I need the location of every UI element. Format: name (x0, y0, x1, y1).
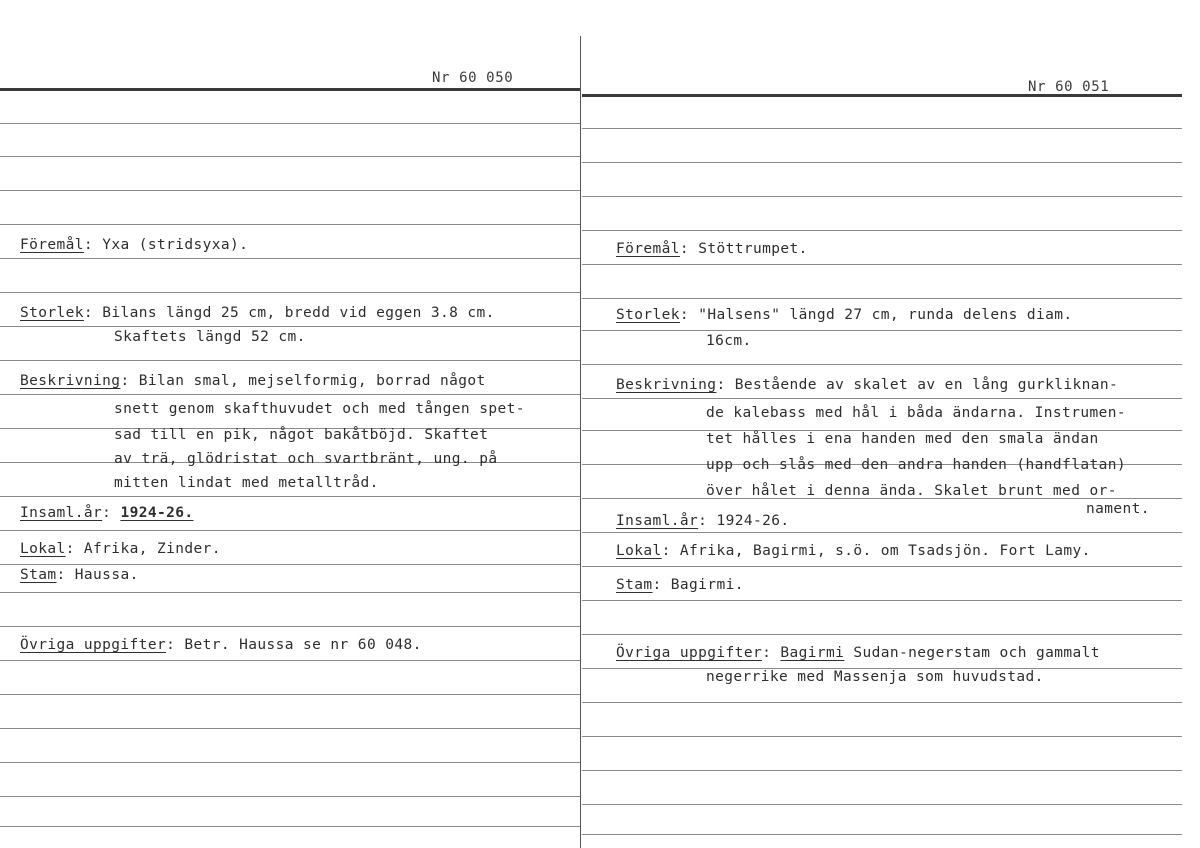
value-storlek-line: 16cm. (706, 333, 752, 349)
ruled-line (582, 600, 1182, 601)
value-beskrivning-line: över hålet i denna ända. Skalet brunt med or- (706, 483, 1117, 499)
value-beskrivning-line: av trä, glödristat och svartbränt, ung. på (114, 451, 498, 467)
ruled-line (0, 123, 580, 124)
value-beskrivning-line: de kalebass med hål i båda ändarna. Instrumen- (706, 405, 1126, 421)
value-storlek-line: Bilans längd 25 cm, bredd vid eggen 3.8 cm. (102, 305, 495, 321)
value-stam: Haussa. (74, 567, 139, 583)
ruled-line (582, 702, 1182, 703)
value-insaml: 1924-26. (716, 513, 790, 529)
value-ovriga-line: negerrike med Massenja som huvudstad. (706, 669, 1044, 685)
field-stam: Stam: Bagirmi. (616, 577, 744, 593)
ruled-line (582, 770, 1182, 771)
label-storlek: Storlek (20, 305, 84, 321)
header-rule (0, 88, 580, 91)
value-beskrivning-line: tet hålles i ena handen med den smala ändan (706, 431, 1099, 447)
value-storlek-line: Skaftets längd 52 cm. (114, 329, 306, 345)
field-storlek: Storlek: "Halsens" längd 27 cm, runda delens diam. (616, 307, 1073, 323)
field-storlek: Storlek: Bilans längd 25 cm, bredd vid eggen 3.8 cm. (20, 305, 495, 321)
value-storlek-line: "Halsens" längd 27 cm, runda delens diam. (698, 307, 1073, 323)
ruled-line (0, 190, 580, 191)
value-beskrivning-line: Bilan smal, mejselformig, borrad något (138, 373, 486, 389)
label-lokal: Lokal (20, 541, 66, 557)
value-beskrivning-line: upp och slås med den andra handen (handflatan) (706, 457, 1126, 473)
ruled-line (582, 398, 1182, 399)
ruled-line (0, 592, 580, 593)
ruled-line (0, 360, 580, 361)
ruled-line (582, 298, 1182, 299)
ruled-line (582, 364, 1182, 365)
ruled-line (0, 156, 580, 157)
label-beskrivning: Beskrivning (20, 373, 121, 389)
value-lokal: Afrika, Zinder. (83, 541, 221, 557)
ruled-line (0, 258, 580, 259)
field-beskrivning: Beskrivning: Bestående av skalet av en lång gurkliknan- (616, 377, 1119, 393)
ruled-line (582, 128, 1182, 129)
value-lokal: Afrika, Bagirmi, s.ö. om Tsadsjön. Fort Lamy. (679, 543, 1091, 559)
catalog-card-left (0, 0, 580, 848)
ruled-line (582, 196, 1182, 197)
value-foremal: Yxa (stridsyxa). (102, 237, 249, 253)
ruled-line (0, 660, 580, 661)
catalog-card-right (582, 0, 1182, 848)
field-lokal: Lokal: Afrika, Bagirmi, s.ö. om Tsadsjön. Fort Lamy. (616, 543, 1091, 559)
ruled-line (582, 736, 1182, 737)
value-insaml: 1924-26. (120, 505, 194, 521)
value-beskrivning-line: sad till en pik, något bakåtböjd. Skaftet (114, 427, 489, 443)
ruled-line (582, 834, 1182, 835)
value-stam: Bagirmi. (670, 577, 744, 593)
value-foremal: Stöttrumpet. (698, 241, 808, 257)
ruled-line (0, 694, 580, 695)
ruled-line (0, 564, 580, 565)
ruled-line (582, 532, 1182, 533)
field-foremal: Föremål: Stöttrumpet. (616, 241, 808, 257)
label-foremal: Föremål (616, 241, 680, 257)
ruled-line (0, 394, 580, 395)
value-beskrivning-line: Bestående av skalet av en lång gurkliknan- (734, 377, 1119, 393)
label-stam: Stam (20, 567, 57, 583)
ruled-line (0, 626, 580, 627)
ruled-line (0, 292, 580, 293)
ruled-line (582, 162, 1182, 163)
ruled-line (582, 566, 1182, 567)
card-divider (580, 36, 581, 848)
ruled-line (582, 230, 1182, 231)
field-beskrivning: Beskrivning: Bilan smal, mejselformig, borrad något (20, 373, 486, 389)
field-ovriga: Övriga uppgifter: Bagirmi Sudan-negerstam och gammalt (616, 645, 1100, 661)
ruled-line (0, 496, 580, 497)
ruled-line (582, 264, 1182, 265)
ruled-line (0, 762, 580, 763)
ruled-line (0, 826, 580, 827)
ruled-line (0, 224, 580, 225)
ruled-line (0, 530, 580, 531)
field-insaml: Insaml.år: 1924-26. (616, 513, 790, 529)
value-ovriga: Betr. Haussa se nr 60 048. (184, 637, 422, 653)
field-foremal: Föremål: Yxa (stridsyxa). (20, 237, 249, 253)
catalog-number: Nr 60 051 (1028, 79, 1110, 95)
field-stam: Stam: Haussa. (20, 567, 139, 583)
label-storlek: Storlek (616, 307, 680, 323)
ruled-line (0, 796, 580, 797)
value-beskrivning-line: nament. (1086, 501, 1150, 517)
label-ovriga: Övriga uppgifter (20, 637, 167, 653)
label-lokal: Lokal (616, 543, 662, 559)
ruled-line (0, 728, 580, 729)
label-foremal: Föremål (20, 237, 84, 253)
value-ovriga-prefix: Bagirmi (780, 645, 845, 661)
label-ovriga: Övriga uppgifter (616, 645, 763, 661)
ruled-line (582, 330, 1182, 331)
field-ovriga: Övriga uppgifter: Betr. Haussa se nr 60 048. (20, 637, 422, 653)
label-stam: Stam (616, 577, 653, 593)
label-insaml: Insaml.år (20, 505, 103, 521)
ruled-line (582, 804, 1182, 805)
field-insaml: Insaml.år: 1924-26. (20, 505, 194, 521)
label-insaml: Insaml.år (616, 513, 699, 529)
catalog-number: Nr 60 050 (432, 70, 514, 86)
ruled-line (582, 634, 1182, 635)
value-beskrivning-line: mitten lindat med metalltråd. (114, 475, 379, 491)
value-beskrivning-line: snett genom skafthuvudet och med tången spet- (114, 401, 525, 417)
value-ovriga: Sudan-negerstam och gammalt (844, 645, 1100, 661)
field-lokal: Lokal: Afrika, Zinder. (20, 541, 221, 557)
ruled-line (0, 326, 580, 327)
label-beskrivning: Beskrivning (616, 377, 717, 393)
